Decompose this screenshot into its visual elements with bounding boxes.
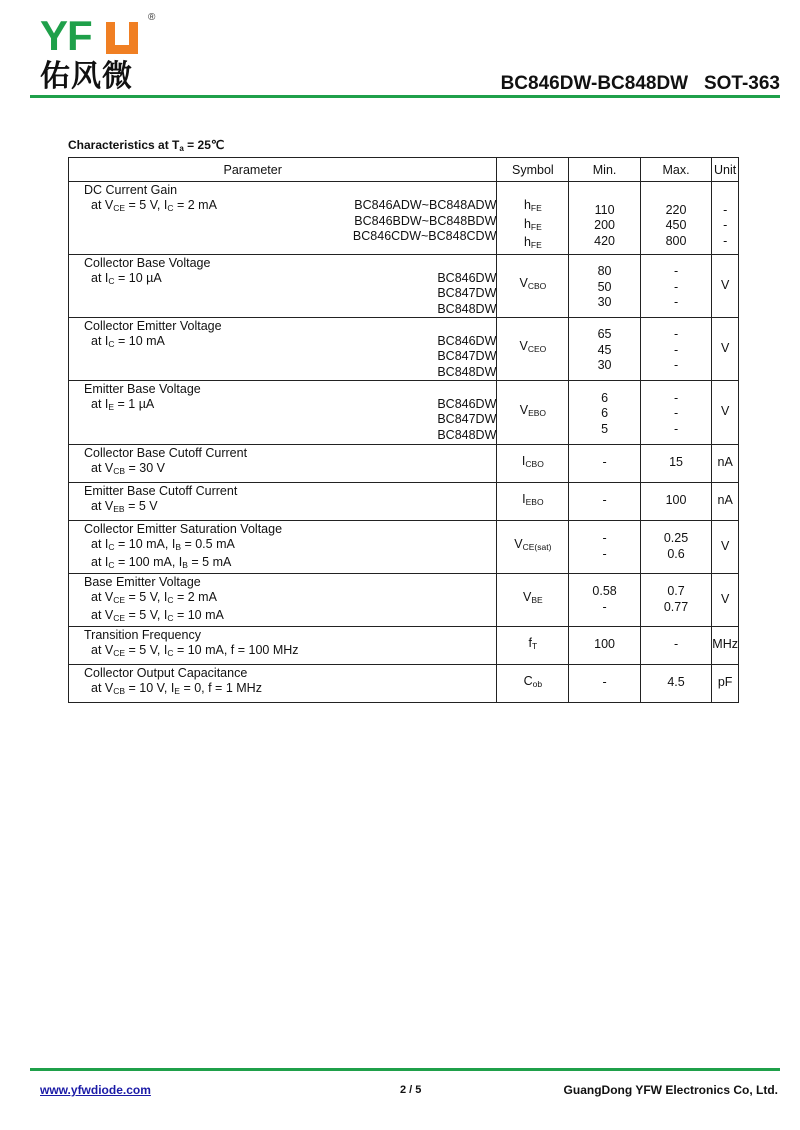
part-number: BC848DW	[437, 301, 497, 316]
parameter-condition: at $V_{CB} = 10$ V, $I_E = 0$, f = 1 MHz	[91, 680, 262, 696]
unit-value: -	[723, 218, 728, 232]
max-value: -	[673, 358, 679, 373]
max-value: -	[673, 421, 679, 436]
max-cell	[640, 482, 712, 520]
table-row	[69, 664, 739, 702]
min-cell	[569, 573, 640, 626]
max-value: -	[673, 264, 679, 279]
parameter-cell	[69, 482, 497, 520]
unit-value: V	[720, 538, 730, 553]
unit-value: pF	[717, 675, 733, 690]
unit-cell	[712, 664, 739, 702]
symbol: $f_T$	[528, 635, 538, 651]
min-value: 30	[597, 295, 612, 310]
registered-mark: ®	[148, 12, 156, 23]
max-cell	[640, 626, 712, 664]
parameter-condition: at $I_C = 100$ mA, $I_B = 5$ mA	[91, 554, 232, 570]
parameter-condition: at $V_{EB} = 5$ V	[91, 498, 158, 514]
max-value: -	[673, 327, 679, 342]
part-number: BC846BDW~BC848BDW	[354, 213, 497, 228]
max-value: -	[673, 295, 679, 310]
parameter-condition: at $V_{CE} = 5$ V, $I_C = 2$ mA	[91, 589, 217, 605]
symbol: $h_{FE}$	[523, 216, 542, 232]
max-value: 4.5	[667, 675, 685, 690]
max-value: -	[673, 637, 679, 652]
min-value: -	[602, 531, 607, 545]
unit-cell	[712, 520, 739, 573]
max-value: -	[673, 406, 679, 421]
header-min: Min.	[569, 158, 640, 182]
parameter-name: Base Emitter Voltage	[84, 574, 201, 589]
company-logo	[40, 10, 170, 95]
part-number: BC846DW	[437, 396, 497, 411]
unit-value: nA	[717, 493, 733, 508]
min-value: 110	[594, 202, 615, 217]
symbol: $V_{CBO}$	[519, 276, 547, 292]
symbol-cell	[497, 182, 569, 255]
table-row	[69, 317, 739, 380]
parameter-condition: at $I_C = 10$ µA	[91, 270, 162, 286]
symbol: $h_{FE}$	[523, 198, 542, 213]
logo-chinese-text: 佑风微	[40, 59, 133, 94]
min-value: -	[602, 455, 607, 470]
max-cell	[640, 317, 712, 380]
parameter-condition: at $V_{CE} = 5$ V, $I_C = 10$ mA	[91, 607, 224, 623]
symbol: $h_{FE}$	[523, 235, 542, 250]
part-numbers	[437, 334, 496, 381]
unit-cell	[712, 482, 739, 520]
logo-u-mark	[106, 22, 138, 54]
table-row	[69, 182, 739, 255]
parameter-condition: at $V_{CB} = 30$ V	[91, 460, 166, 476]
symbol: $I_{EBO}$	[522, 491, 544, 507]
symbol: $V_{BE}$	[523, 590, 543, 606]
header-max: Max.	[640, 158, 712, 182]
unit-value: V	[720, 591, 730, 606]
parameter-cell	[69, 182, 497, 255]
unit-value: -	[723, 233, 728, 248]
symbol-cell	[497, 626, 569, 664]
symbol-cell	[497, 380, 569, 444]
max-cell	[640, 520, 712, 573]
header-parameter: Parameter	[69, 158, 497, 182]
part-number: BC847DW	[437, 286, 497, 300]
table-row	[69, 444, 739, 482]
min-value: 30	[597, 358, 612, 373]
table-row	[69, 380, 739, 444]
min-value: 45	[597, 342, 612, 357]
max-cell	[640, 380, 712, 444]
parameter-condition: at $V_{CE} = 5$ V, $I_C = 10$ mA, f = 100 MHz	[91, 642, 299, 658]
symbol: $V_{CEO}$	[519, 339, 547, 355]
page-number: 2 / 5	[400, 1084, 422, 1096]
max-cell	[640, 573, 712, 626]
symbol-cell	[497, 482, 569, 520]
parameter-condition: at $V_{CE} = 5$ V, $I_C = 2$ mA	[91, 198, 217, 213]
parameter-name: Transition Frequency	[84, 627, 201, 642]
footer-divider	[30, 1068, 780, 1071]
min-value: 5	[601, 421, 609, 436]
min-value: 420	[594, 233, 615, 248]
parameter-condition: at $I_E = 1$ µA	[91, 396, 155, 412]
parameter-cell	[69, 380, 497, 444]
table-row	[69, 482, 739, 520]
min-value: -	[602, 493, 607, 508]
table-row	[69, 520, 739, 573]
unit-value: V	[720, 404, 730, 419]
parameter-name: Emitter Base Voltage	[84, 381, 201, 396]
symbol-cell	[497, 254, 569, 317]
max-value: 0.77	[663, 599, 689, 614]
part-number: BC846DW	[437, 333, 497, 348]
min-cell	[569, 182, 640, 255]
part-number: BC846ADW~BC848ADW	[354, 198, 497, 212]
symbol-cell	[497, 520, 569, 573]
parameter-cell	[69, 317, 497, 380]
min-cell	[569, 444, 640, 482]
symbol-cell	[497, 573, 569, 626]
unit-value: V	[720, 340, 730, 355]
max-value: 0.7	[667, 584, 685, 598]
table-header-row	[69, 158, 739, 182]
parameter-cell	[69, 254, 497, 317]
logo-text: YF	[40, 12, 92, 59]
min-cell	[569, 317, 640, 380]
min-value: -	[602, 675, 607, 690]
min-cell	[569, 254, 640, 317]
min-value: 6	[601, 406, 609, 421]
unit-value: MHz	[712, 637, 738, 652]
part-numbers	[353, 198, 496, 245]
symbol: $V_{CE(sat)}$	[514, 537, 552, 553]
min-cell	[569, 626, 640, 664]
parameter-name: Collector Emitter Saturation Voltage	[84, 521, 283, 536]
part-number: BC846DW	[437, 270, 497, 285]
min-value: 100	[594, 637, 615, 652]
max-cell	[640, 444, 712, 482]
unit-value: -	[723, 202, 728, 217]
page-title: BC846DW-BC848DW SOT-363	[500, 73, 780, 94]
header-symbol: Symbol	[497, 158, 569, 182]
max-value: 100	[665, 493, 687, 508]
max-value: 450	[665, 218, 687, 232]
symbol: $V_{EBO}$	[519, 402, 547, 418]
part-number: BC847DW	[437, 412, 497, 426]
max-cell	[640, 664, 712, 702]
unit-cell	[712, 317, 739, 380]
min-value: 80	[597, 264, 612, 279]
symbol: $I_{CBO}$	[521, 453, 544, 469]
min-value: 0.58	[592, 584, 617, 598]
part-number: BC848DW	[437, 427, 497, 442]
parameter-name: Collector Base Voltage	[84, 255, 211, 270]
part-number: BC848DW	[437, 364, 497, 379]
parameter-name: Collector Emitter Voltage	[84, 318, 222, 333]
max-value: -	[673, 342, 679, 357]
unit-cell	[712, 380, 739, 444]
min-value: 6	[601, 390, 609, 405]
table-row	[69, 254, 739, 317]
part-number: BC846CDW~BC848CDW	[352, 229, 497, 243]
min-cell	[569, 380, 640, 444]
unit-cell	[712, 444, 739, 482]
header-unit: Unit	[712, 158, 739, 182]
parameter-condition: at $I_C = 10$ mA	[91, 333, 165, 349]
max-value: -	[673, 390, 679, 405]
min-value: -	[602, 599, 607, 614]
min-value: 50	[597, 279, 612, 294]
parameter-condition: at $I_C = 10$ mA, $I_B = 0.5$ mA	[91, 536, 235, 552]
parameter-name: Collector Base Cutoff Current	[84, 445, 248, 460]
symbol-cell	[497, 444, 569, 482]
min-value: 65	[597, 327, 612, 342]
max-value: 15	[669, 455, 683, 470]
min-value: 200	[594, 218, 615, 232]
parameter-name: Collector Output Capacitance	[84, 665, 248, 680]
website-link[interactable]: www.yfwdiode.com	[40, 1083, 151, 1097]
max-value: 220	[665, 202, 687, 217]
parameter-cell	[69, 664, 497, 702]
max-cell	[640, 254, 712, 317]
parameter-cell	[69, 626, 497, 664]
unit-value: V	[720, 277, 730, 292]
table-row	[69, 573, 739, 626]
min-value: -	[602, 546, 607, 561]
characteristics-table	[68, 157, 739, 703]
table-row	[69, 626, 739, 664]
section-title: Characteristics at $T_a$ = 25℃	[68, 138, 225, 153]
unit-cell	[712, 626, 739, 664]
symbol-cell	[497, 317, 569, 380]
header-divider	[30, 95, 780, 98]
min-cell	[569, 664, 640, 702]
min-cell	[569, 482, 640, 520]
symbol: $C_{ob}$	[523, 673, 543, 689]
part-number: BC847DW	[437, 349, 497, 363]
min-cell	[569, 520, 640, 573]
parameter-cell	[69, 573, 497, 626]
max-cell	[640, 182, 712, 255]
unit-cell	[712, 182, 739, 255]
parameter-name: DC Current Gain	[84, 183, 178, 197]
symbol-cell	[497, 664, 569, 702]
part-numbers	[437, 397, 496, 444]
parameter-cell	[69, 444, 497, 482]
part-numbers	[437, 271, 496, 318]
max-value: -	[673, 279, 679, 294]
unit-value: nA	[717, 455, 733, 470]
company-name: GuangDong YFW Electronics Co, Ltd.	[563, 1083, 778, 1097]
max-value: 800	[665, 233, 687, 248]
parameter-cell	[69, 520, 497, 573]
max-value: 0.6	[667, 546, 685, 561]
unit-cell	[712, 573, 739, 626]
max-value: 0.25	[663, 531, 689, 545]
unit-cell	[712, 254, 739, 317]
parameter-name: Emitter Base Cutoff Current	[84, 483, 238, 498]
